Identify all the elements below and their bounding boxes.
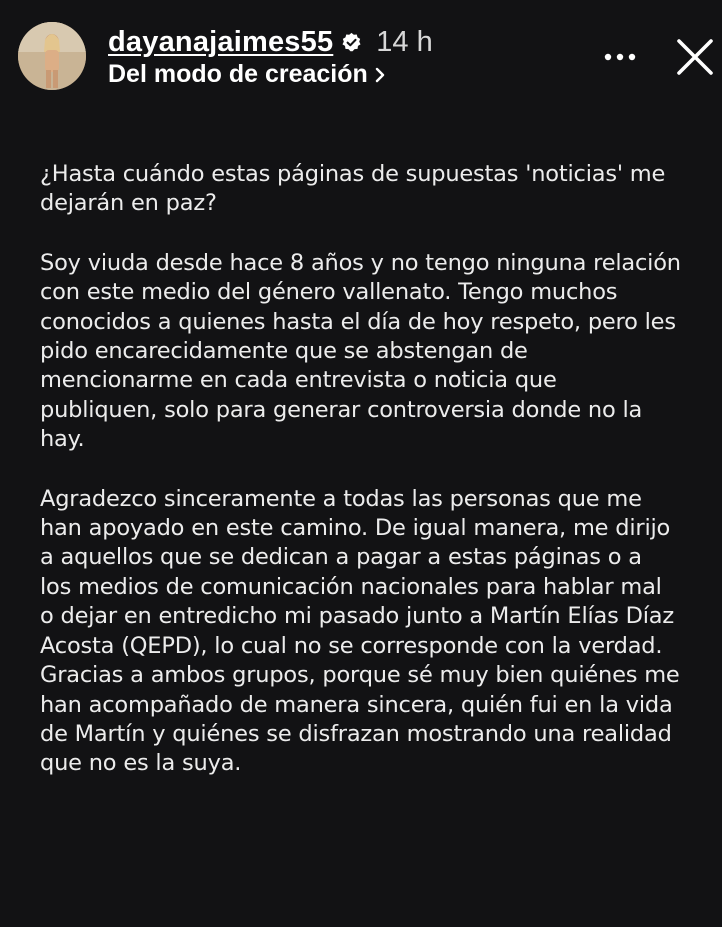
story-text <box>40 160 700 809</box>
more-options-button[interactable] <box>600 40 640 74</box>
post-time: 14 h <box>376 25 433 58</box>
verified-badge-icon <box>341 32 362 53</box>
paragraph-2: Soy viuda desde hace 8 años y no tengo ninguna relación con este medio del género vallenato. Tengo muchos conocidos a quienes hasta el día de hoy respeto, pero les pido encarecidamente que se abstengan de mencionarme en cada entrevista o noticia que publiquen, solo para generar controversia donde no la hay. <box>40 249 681 453</box>
paragraph-3: Agradezco sinceramente a todas las personas que me han apoyado en este camino. De igual manera, me dirijo a aquellos que se dedican a pagar a estas páginas o a los medios de comunicación nacionales para hablar mal o dejar en entredicho mi pasado junto a Martín Elías Díaz Acosta (QEPD), lo cual no se corresponde con la verdad. Gracias a ambos grupos, porque sé muy bien quiénes me han acompañado de manera sincera, quién fui en la vida de Martín y quiénes se disfrazan mostrando una realidad que no es la suya. <box>40 485 680 777</box>
username-row <box>108 24 433 60</box>
story-header <box>0 0 722 110</box>
paragraph-1: ¿Hasta cuándo estas páginas de supuestas 'noticias' me dejarán en paz? <box>40 161 666 217</box>
avatar-image <box>18 22 86 90</box>
subtitle-label: Del modo de creación <box>108 60 368 88</box>
creation-mode-link[interactable] <box>108 60 386 89</box>
close-button[interactable] <box>672 34 718 80</box>
username-link[interactable]: dayanajaimes55 <box>108 25 334 58</box>
chevron-right-icon <box>374 66 386 84</box>
close-icon <box>675 37 715 77</box>
avatar[interactable] <box>18 22 86 90</box>
more-options-icon <box>603 52 637 62</box>
